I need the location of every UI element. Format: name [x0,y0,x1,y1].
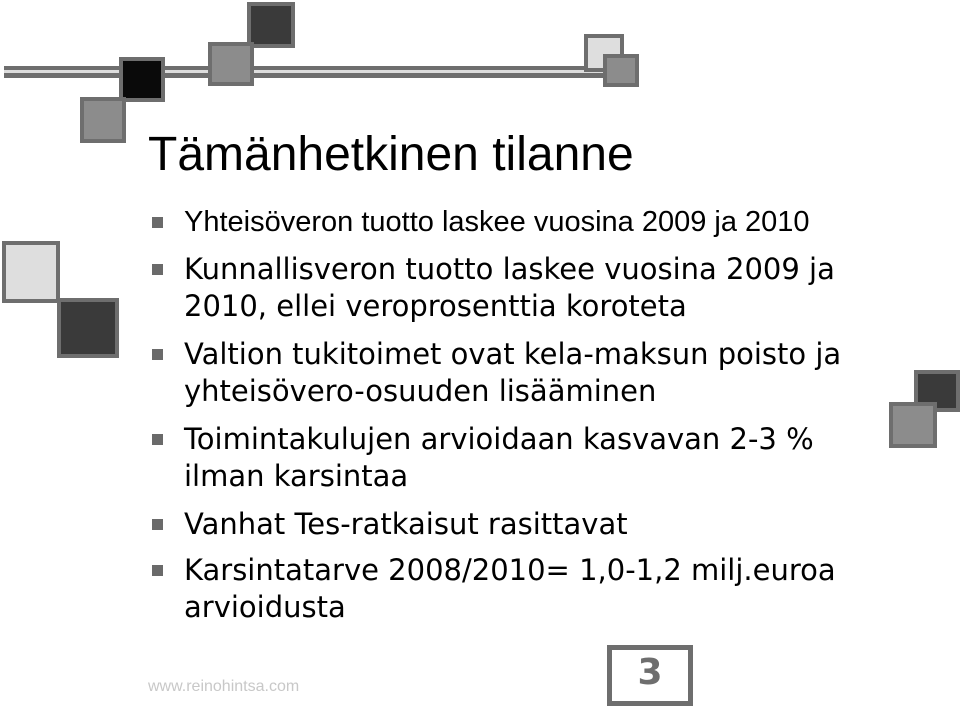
decor-square [603,54,639,87]
decorative-rule [4,66,634,78]
bullet-text: yhteisövero-osuuden lisääminen [184,374,657,408]
bullet-text: ilman karsintaa [184,459,409,493]
page-number: 3 [637,652,663,693]
bullet-text: Karsintatarve 2008/2010= 1,0-1,2 milj.euroa [184,553,836,587]
bullet-text: Vanhat Tes-ratkaisut rasittavat [184,507,628,541]
square-bullet-icon [152,264,163,275]
decor-square [208,42,254,86]
bullet-text: Kunnallisveron tuotto laskee vuosina 2009 ja [184,252,835,286]
decor-square [889,402,937,448]
square-bullet-icon [152,519,163,530]
decor-square [2,241,60,303]
slide-title: Tämänhetkinen tilanne [148,128,634,181]
decor-square [80,97,126,143]
decor-square [247,2,295,48]
square-bullet-icon [152,434,163,445]
bullet-text: Valtion tukitoimet ovat kela-maksun poisto ja [184,337,842,371]
square-bullet-icon [152,349,163,360]
decor-square [119,57,165,102]
footer-url: www.reinohintsa.com [148,678,300,695]
square-bullet-icon [152,217,163,228]
bullet-text: Toimintakulujen arvioidaan kasvavan 2-3 % [184,422,814,456]
square-bullet-icon [152,565,163,576]
bullet-text: 2010, ellei veroprosenttia koroteta [184,289,687,323]
bullet-text: Yhteisöveron tuotto laskee vuosina 2009 ja 2010 [184,206,810,238]
bullet-text: arvioidusta [184,590,346,624]
decor-square [57,298,119,358]
